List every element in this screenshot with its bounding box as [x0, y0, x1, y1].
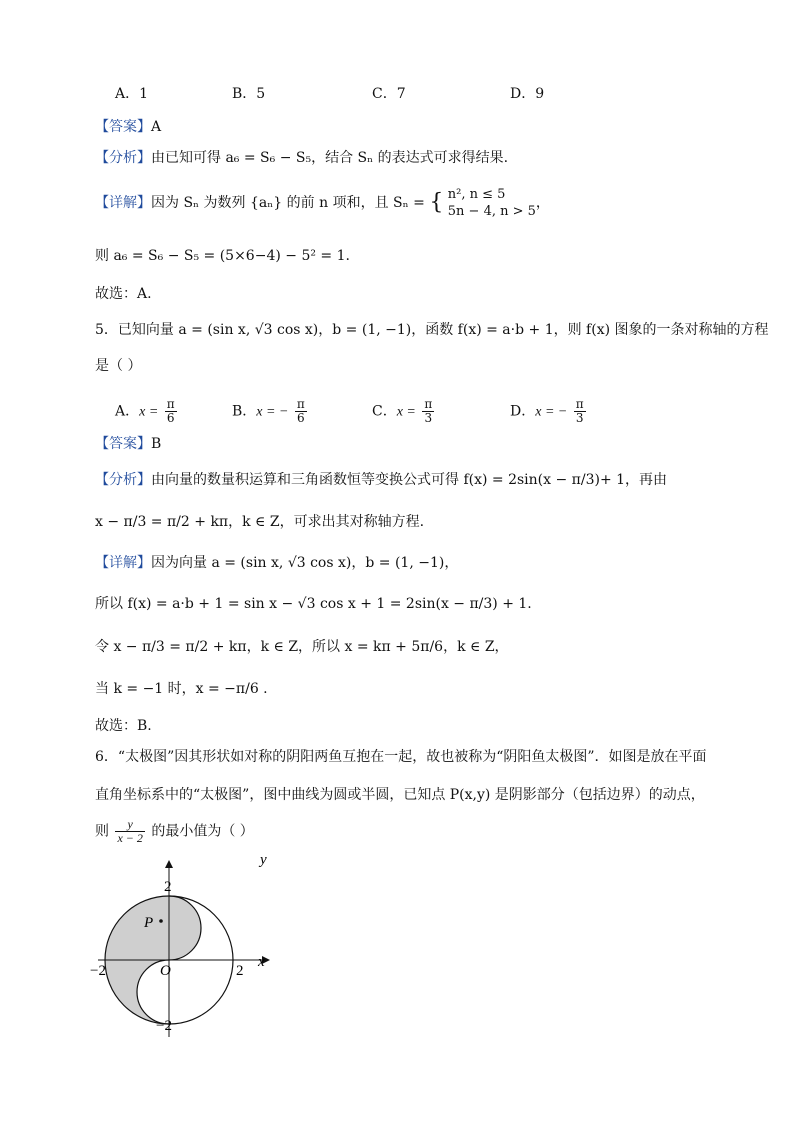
y-axis-label: y: [260, 852, 267, 868]
tick-y-neg: −2: [156, 1018, 172, 1034]
q5-option-d-lhs: x = −: [535, 404, 568, 420]
q5-answer: [95, 434, 161, 454]
q4-detail: [95, 186, 550, 226]
piecewise-brace: {: [429, 190, 444, 215]
point-p-dot: [159, 919, 163, 923]
answer-value: A: [151, 119, 162, 135]
q4-option-b: B．5: [232, 86, 266, 102]
num: π: [575, 397, 584, 411]
analysis-text: 由向量的数量积运算和三角函数恒等变换公式可得 f(x) = 2sin: [151, 472, 538, 488]
q5-option-c-label: C．: [372, 403, 397, 420]
q5-option-c-frac: [422, 398, 434, 425]
den: 6: [166, 411, 175, 425]
analysis-text: 由已知可得 a₆ = S₆ − S₅，结合 Sₙ 的表达式可求得结果.: [151, 150, 509, 166]
tick-y-pos: 2: [164, 879, 172, 895]
detail-tag: 【详解】: [95, 195, 151, 211]
q4-option-c: C．7: [372, 86, 406, 102]
answer-tag: 【答案】: [95, 119, 151, 135]
q6-stem-line3-post: 的最小值为（ ）: [151, 823, 254, 840]
q5-conclusion: 故选：B.: [95, 718, 152, 734]
q5-detail-so: 所以 f(x) = a·b + 1 = sin x − √3 cos x + 1 = 2sin(x − π/3) + 1.: [95, 596, 532, 612]
q5-option-d: [510, 398, 588, 425]
tick-x-neg: −2: [90, 963, 106, 979]
q5-stem-line2: 是（ ）: [95, 358, 142, 374]
q6-stem-line3: [95, 818, 254, 852]
point-p-label: P: [144, 915, 154, 931]
q4-answer: [95, 117, 161, 137]
analysis-arg: (x − π/3): [537, 472, 600, 488]
q4-conclusion: 故选：A.: [95, 286, 152, 302]
q5-analysis-line2: x − π/3 = π/2 + kπ，k ∈ Z，可求出其对称轴方程.: [95, 514, 425, 530]
q5-detail: [95, 553, 458, 573]
den: 3: [575, 411, 584, 425]
piecewise-cases: [448, 186, 536, 220]
q5-option-d-frac: [574, 398, 586, 425]
num: π: [424, 397, 433, 411]
num: π: [296, 397, 305, 411]
q5-option-a-lhs: x =: [139, 404, 159, 420]
q6-fraction: [115, 818, 144, 845]
q6-stem-line1: 6．“太极图”因其形状如对称的阴阳两鱼互抱在一起，故也被称为“阴阳鱼太极图”．如图是放在平面: [95, 749, 707, 765]
q5-option-d-label: D．: [510, 403, 536, 420]
analysis-post: + 1，再由: [599, 472, 668, 488]
q6-stem-line3-pre: 则: [95, 823, 109, 840]
detail-post: ，: [535, 195, 550, 211]
q5-options: [0, 392, 794, 426]
den: 3: [424, 411, 433, 425]
taiji-figure: [90, 852, 280, 1042]
q5-option-a-frac: [165, 398, 177, 425]
case-2: 5n − 4, n > 5: [447, 204, 536, 219]
detail-text: 因为向量 a = (sin x, √3 cos x)，b = (1, −1)，: [151, 555, 459, 571]
answer-tag: 【答案】: [95, 436, 151, 452]
tick-x-pos: 2: [236, 963, 244, 979]
q4-calc: 则 a₆ = S₆ − S₅ = (5×6−4) − 5² = 1.: [95, 248, 350, 264]
q5-option-b-frac: [295, 398, 307, 425]
num: y: [115, 818, 144, 832]
q5-detail-when: 当 k = −1 时，x = −π/6 .: [95, 681, 268, 697]
analysis-tag: 【分析】: [95, 472, 151, 488]
den: 6: [296, 411, 305, 425]
analysis-tag: 【分析】: [95, 150, 151, 166]
q4-options: [0, 84, 794, 108]
q5-analysis: [95, 470, 667, 490]
q4-analysis: [95, 148, 508, 168]
den: x − 2: [117, 831, 143, 845]
y-axis-arrow: [165, 860, 173, 868]
q4-option-a: A．1: [115, 86, 149, 102]
q4-option-d: D．9: [510, 86, 545, 102]
q6-stem-line2: 直角坐标系中的“太极图”，图中曲线为圆或半圆，已知点 P(x,y) 是阴影部分（包括边界）的动点，: [95, 787, 705, 803]
q5-option-c: [372, 398, 436, 425]
q5-option-b-lhs: x = −: [256, 404, 289, 420]
q5-option-a-label: A．: [115, 403, 140, 420]
q5-stem-line1: 5．已知向量 a = (sin x, √3 cos x)，b = (1, −1)，函数 f(x) = a·b + 1，则 f(x) 图象的一条对称轴的方程: [95, 322, 769, 338]
q5-option-b: [232, 398, 309, 425]
q5-option-a: [115, 398, 179, 425]
detail-tag: 【详解】: [95, 555, 151, 571]
detail-text: 因为 Sₙ 为数列 {aₙ} 的前 n 项和，且 Sₙ =: [151, 195, 425, 211]
origin-label: O: [160, 963, 171, 979]
answer-value: B: [151, 436, 162, 452]
q5-detail-let: 令 x − π/3 = π/2 + kπ，k ∈ Z，所以 x = kπ + 5π/6，k ∈ Z，: [95, 639, 509, 655]
q5-option-c-lhs: x =: [396, 404, 416, 420]
x-axis-label: x: [258, 954, 265, 970]
q5-option-b-label: B．: [232, 403, 257, 420]
case-1: n², n ≤ 5: [447, 187, 506, 202]
num: π: [166, 397, 175, 411]
